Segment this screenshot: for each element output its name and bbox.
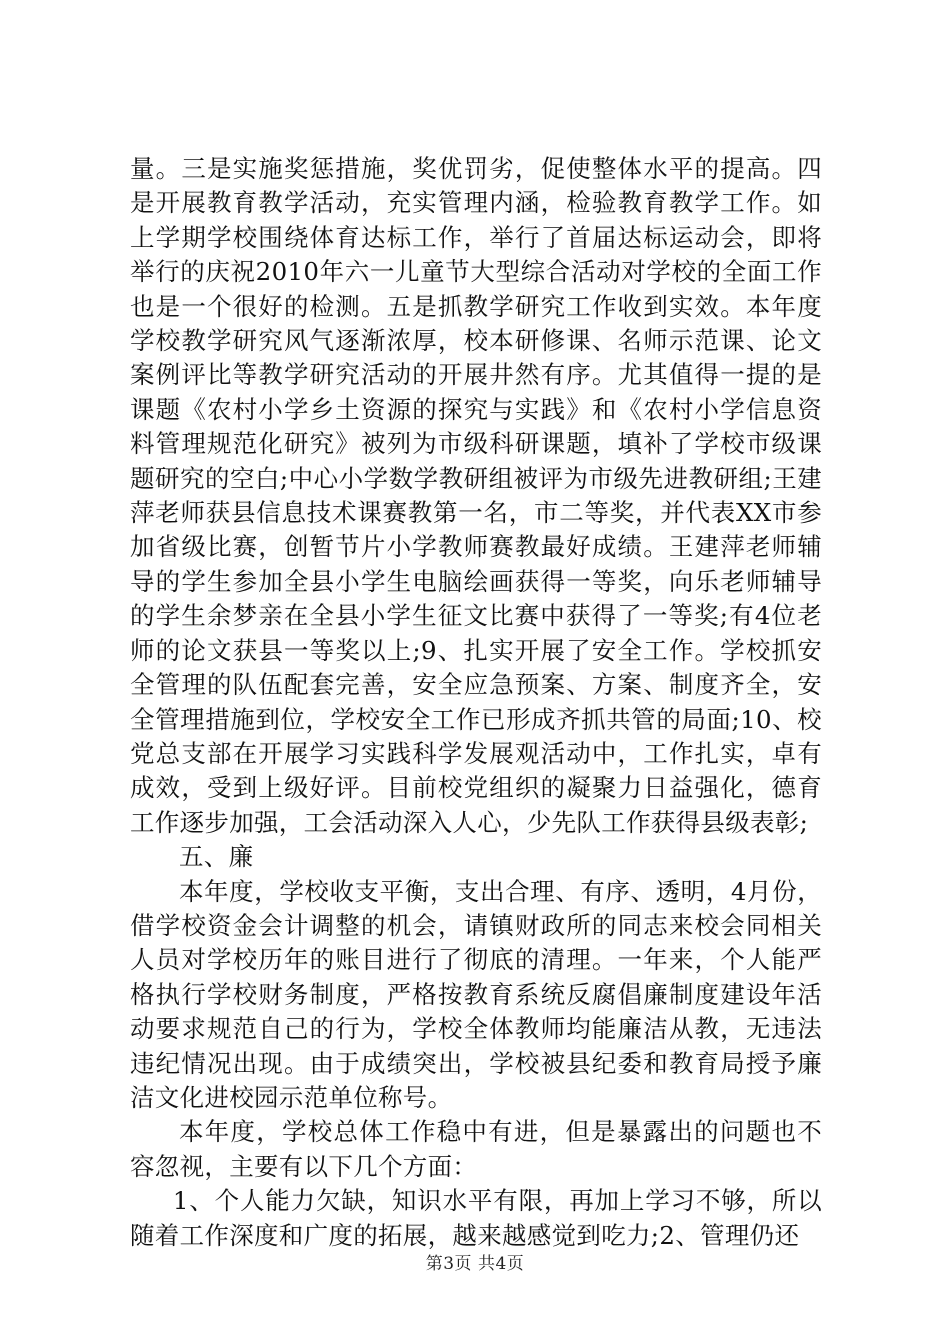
page-number-label: 第3页 共4页	[425, 1254, 525, 1274]
page-footer	[0, 1253, 950, 1275]
paragraph-achievements-continued: 量。三是实施奖惩措施，奖优罚劣，促使整体水平的提高。四是开展教育教学活动，充实管理内涵，检验教育教学工作。如上学期学校围绕体育达标工作，举行了首届达标运动会，即将举行的庆祝2010年六一儿童节大型综合活动对学校的全面工作也是一个很好的检测。五是抓教学研究工作收到实效。本年度学校教学研究风气逐渐浓厚，校本研修课、名师示范课、论文案例评比等教学研究活动的开展井然有序。尤其值得一提的是课题《农村小学乡土资源的探究与实践》和《农村小学信息资料管理规范化研究》被列为市级科研课题，填补了学校市级课题研究的空白;中心小学数学教研组被评为市级先进教研组;王建萍老师获县信息技术课赛教第一名，市二等奖，并代表XX市参加省级比赛，创暂节片小学教师赛教最好成绩。王建萍老师辅导的学生参加全县小学生电脑绘画获得一等奖，向乐老师辅导的学生余梦亲在全县小学生征文比赛中获得了一等奖;有4位老师的论文获县一等奖以上;9、扎实开展了安全工作。学校抓安全管理的队伍配套完善，安全应急预案、方案、制度齐全，安全管理措施到位，学校安全工作已形成齐抓共管的局面;10、校党总支部在开展学习实践科学发展观活动中，工作扎实，卓有成效，受到上级好评。目前校党组织的凝聚力日益强化，德育工作逐步加强，工会活动深入人心，少先队工作获得县级表彰;	[130, 154, 822, 837]
paragraph-problems-intro: 本年度，学校总体工作稳中有进，但是暴露出的问题也不容忽视，主要有以下几个方面：	[130, 1117, 822, 1181]
paragraph-integrity: 本年度，学校收支平衡，支出合理、有序、透明，4月份，借学校资金会计调整的机会，请镇财政所的同志来校会同相关人员对学校历年的账目进行了彻底的清理。一年来，个人能严格执行学校财务制度，严格按教育系统反腐倡廉制度建设年活动要求规范自己的行为，学校全体教师均能廉洁从教，无违法违纪情况出现。由于成绩突出，学校被县纪委和教育局授予廉洁文化进校园示范单位称号。	[130, 876, 822, 1112]
section-heading-integrity: 五、廉	[179, 842, 254, 872]
document-body	[130, 152, 822, 1253]
paragraph-problems-list: 1、个人能力欠缺，知识水平有限，再加上学习不够，所以随着工作深度和广度的拓展，越来越感觉到吃力;2、管理仍还	[130, 1186, 822, 1250]
